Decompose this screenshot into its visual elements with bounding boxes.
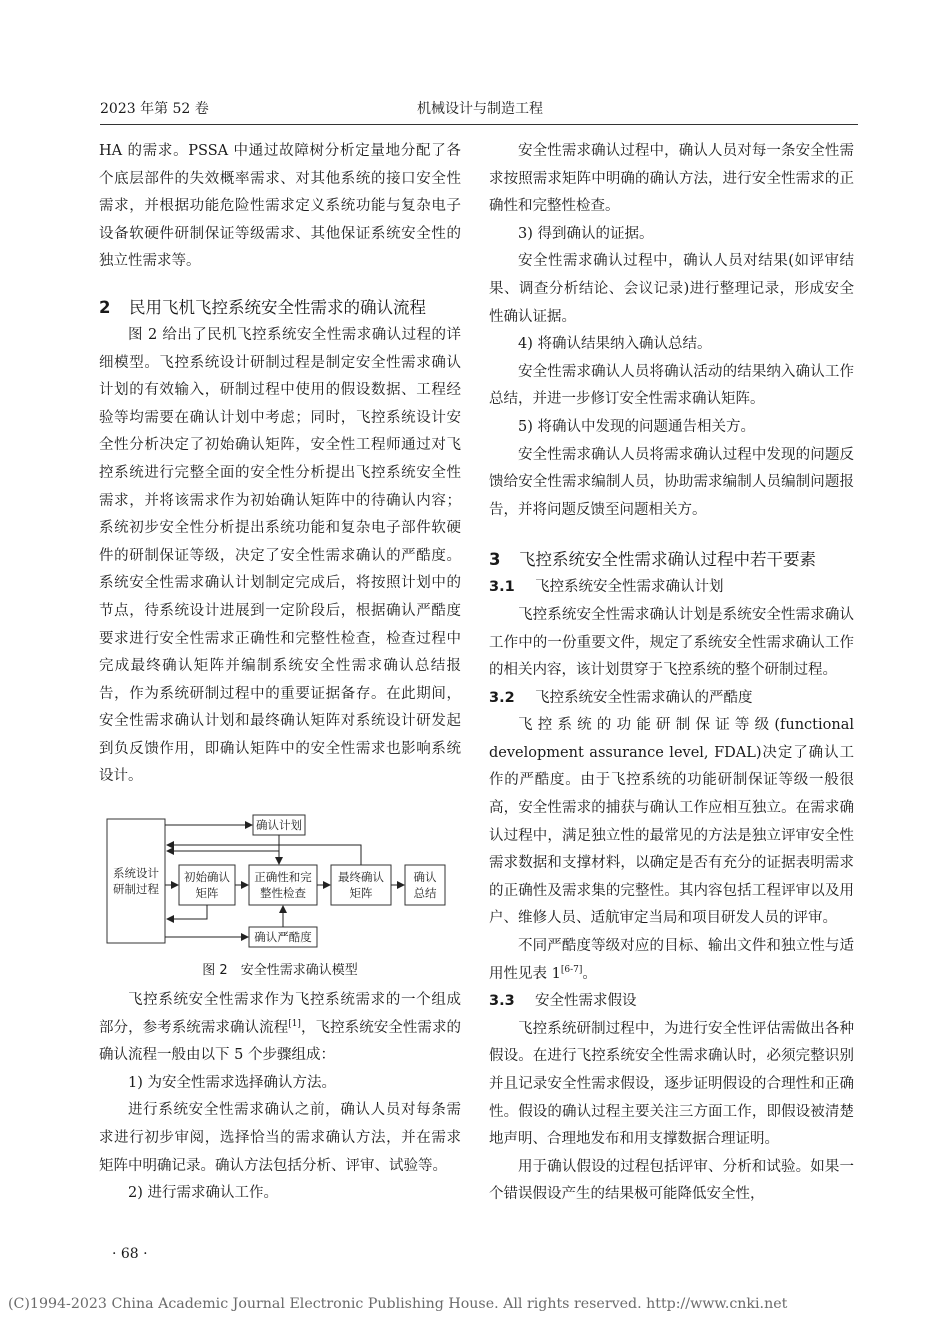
subsection-heading-3-2: 3.2 飞控系统安全性需求确认的严酷度 (489, 689, 753, 706)
label-summary-1: 确认 (413, 870, 437, 885)
paragraph: 安全性需求确认人员将确认活动的结果纳入确认工作总结，并进一步修订安全性需求确认矩阵。 (489, 363, 854, 408)
header-year-volume: 2023 年第 52 卷 (100, 101, 209, 117)
page-number: · 68 · (112, 1246, 148, 1262)
right-column (489, 138, 854, 1209)
figure-2 (99, 801, 461, 979)
paragraph: 安全性需求确认过程中，确认人员对每一条安全性需求按照需求矩阵中明确的确认方法，进行安全性需求的正确性和完整性检查。 (489, 143, 854, 215)
step-5: 5) 将确认中发现的问题通告相关方。 (518, 418, 755, 435)
paragraph: 用于确认假设的过程包括评审、分析和试验。如果一个错误假设产生的结果极可能降低安全性， (489, 1158, 854, 1203)
section-heading-2 (99, 294, 461, 322)
paragraph: 飞控系统安全性需求作为飞控系统需求的一个组成部分，参考系统需求确认流程[1]，飞控系统安全性需求的确认流程一般由以下 5 个步骤组成： (99, 992, 462, 1064)
label-check-1: 正确性和完 (254, 870, 312, 885)
label-plan: 确认计划 (256, 818, 302, 833)
figure-caption: 图 2 安全性需求确认模型 (202, 963, 358, 979)
step-4: 4) 将确认结果纳入确认总结。 (518, 336, 712, 353)
citation[interactable]: [6-7] (560, 964, 583, 975)
section-title: 飞控系统安全性需求确认过程中若干要素 (519, 550, 816, 570)
header-journal: 机械设计与制造工程 (417, 101, 543, 117)
subsection-heading-3-1: 3.1 飞控系统安全性需求确认计划 (489, 579, 724, 596)
step-3: 3) 得到确认的证据。 (518, 225, 654, 242)
left-column (99, 138, 461, 1208)
label-system-design-2: 研制过程 (113, 882, 159, 897)
label-initial-matrix-1: 初始确认 (184, 870, 230, 885)
label-system-design-1: 系统设计 (113, 866, 159, 881)
paragraph: 飞控系统的功能研制保证等级(functional development assurance level, FDAL)决定了确认工作的严酷度。由于飞控系统的功能研制保证等级一般很高，安全性需求的捕获与确认工作应相互独立。在需求确认过程中，满足独立性的最常见的方法是独立评审安全性需求数据和支撑材料，以确定是否有充分的证据表明需求的正确性及需求集的完整性。其内容包括工程评审以及用户、维修人员、适航审定当局和项目研发人员的评审。 (489, 717, 854, 927)
paragraph: 安全性需求确认过程中，确认人员对结果(如评审结果、调查分析结论、会议记录)进行整理记录，形成安全性确认证据。 (489, 253, 854, 325)
section-number: 3 (489, 550, 501, 570)
paragraph: 图 2 给出了民机飞控系统安全性需求确认过程的详细模型。飞控系统设计研制过程是制定安全性需求确认计划的有效输入，研制过程中使用的假设数据、工程经验等均需要在确认计划中考虑；同时，飞控系统设计安全性分析决定了初始确认矩阵，安全性工程师通过对飞控系统进行完整全面的安全性分析提出飞控系统安全性需求，并将该需求作为初始确认矩阵中的待确认内容；系统初步安全性分析提出系统功能和复杂电子部件软硬件的研制保证等级，决定了安全性需求确认的严酷度。系统安全性需求确认计划制定完成后，将按照计划中的节点，待系统设计进展到一定阶段后，根据确认严酷度要求进行安全性需求正确性和完整性检查，检查过程中完成最终确认矩阵并编制系统安全性需求确认总结报告，作为系统研制过程中的重要证据备存。在此期间，安全性需求确认计划和最终确认矩阵对系统设计研发起到负反馈作用，即确认矩阵中的安全性需求也影响系统设计。 (99, 326, 461, 785)
step-2: 2) 进行需求确认工作。 (128, 1185, 278, 1202)
label-final-matrix-1: 最终确认 (338, 870, 384, 885)
paragraph: 飞控系统安全性需求确认计划是系统安全性需求确认工作中的一份重要文件，规定了系统安全性需求确认工作的相关内容，该计划贯穿于飞控系统的整个研制过程。 (489, 606, 854, 679)
label-initial-matrix-2: 矩阵 (195, 886, 219, 901)
citation[interactable]: [1] (288, 1018, 301, 1029)
label-summary-2: 总结 (413, 886, 437, 901)
paragraph: 安全性需求确认人员将需求确认过程中发现的问题反馈给安全性需求编制人员，协助需求编制人员编制问题报告，并将问题反馈至问题相关方。 (489, 446, 854, 518)
paragraph: 不同严酷度等级对应的目标、输出文件和独立性与适用性见表 1[6-7]。 (489, 938, 854, 982)
step-1: 1) 为安全性需求选择确认方法。 (128, 1074, 336, 1091)
running-header (100, 98, 860, 120)
label-final-matrix-2: 矩阵 (349, 886, 373, 901)
paragraph: 飞控系统研制过程中，为进行安全性评估需做出各种假设。在进行飞控系统安全性需求确认时，必须完整识别并且记录安全性需求假设，逐步证明假设的合理性和正确性。假设的确认过程主要关注三方面工作，即假设被清楚地声明、合理地发布和用支撑数据合理证明。 (489, 1020, 854, 1148)
label-severity: 确认严酷度 (254, 930, 312, 945)
subsection-heading-3-3: 3.3 安全性需求假设 (489, 993, 637, 1010)
section-title: 民用飞机飞控系统安全性需求的确认流程 (129, 297, 426, 317)
header-rule (100, 124, 858, 125)
paragraph: HA 的需求。PSSA 中通过故障树分析定量地分配了各个底层部件的失效概率需求、对其他系统的接口安全性需求，并根据功能危险性需求定义系统功能与复杂电子设备软硬件研制保证等级需求、其他保证系统安全性的独立性需求等。 (99, 143, 461, 270)
label-check-2: 整性检查 (260, 886, 306, 901)
copyright-footer: (C)1994-2023 China Academic Journal Electronic Publishing House. All rights reserved. http://www.cnki.net (8, 1296, 788, 1312)
box-system-design (107, 819, 165, 943)
section-number: 2 (99, 297, 111, 317)
validation-model-diagram (99, 801, 461, 951)
paragraph: 进行系统安全性需求确认之前，确认人员对每条需求进行初步审阅，选择恰当的需求确认方法，并在需求矩阵中明确记录。确认方法包括分析、评审、试验等。 (99, 1102, 461, 1174)
section-heading-3 (489, 546, 854, 574)
